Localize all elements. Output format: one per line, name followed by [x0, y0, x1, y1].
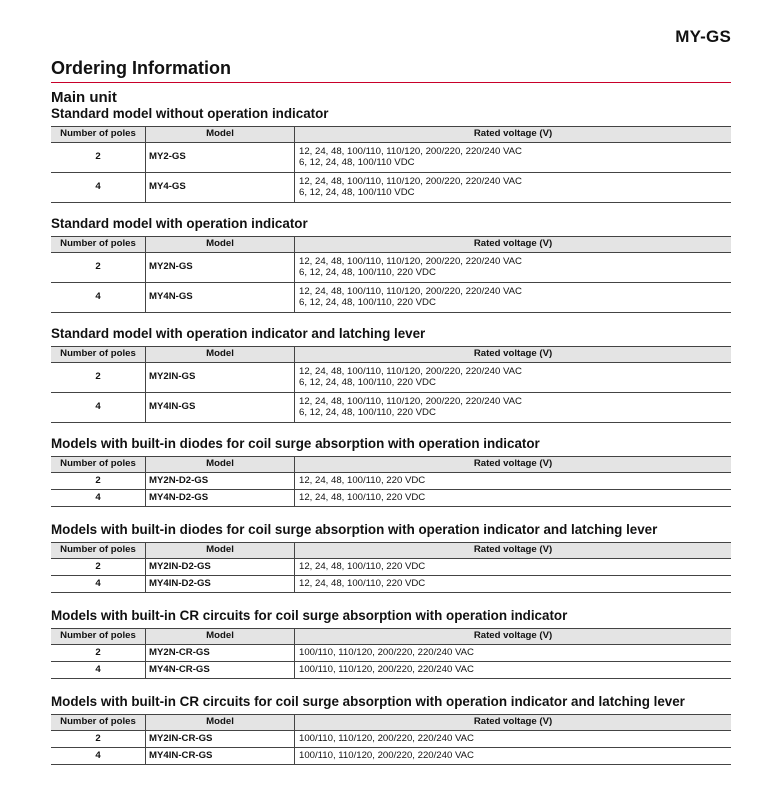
header-rated-voltage: Rated voltage (V): [295, 457, 732, 473]
poles-cell: 4: [51, 173, 146, 203]
title-divider: [51, 82, 731, 83]
voltage-line: 12, 24, 48, 100/110, 220 VDC: [299, 560, 426, 572]
table-row: [51, 490, 731, 507]
voltage-line: 6, 12, 24, 48, 100/110 VDC: [299, 186, 415, 198]
voltage-line: 12, 24, 48, 100/110, 110/120, 200/220, 220/240 VAC: [299, 365, 522, 377]
header-number-of-poles: Number of poles: [51, 629, 146, 645]
model-cell: MY4N-CR-GS: [146, 662, 295, 679]
voltage-line: 12, 24, 48, 100/110, 110/120, 200/220, 220/240 VAC: [299, 145, 522, 157]
header-number-of-poles: Number of poles: [51, 543, 146, 559]
header-number-of-poles: Number of poles: [51, 715, 146, 731]
header-number-of-poles: Number of poles: [51, 237, 146, 253]
ordering-table: [51, 714, 731, 765]
ordering-table: [51, 346, 731, 423]
section-3: [51, 326, 731, 423]
poles-cell: 2: [51, 645, 146, 662]
ordering-table: [51, 542, 731, 593]
rated-voltage-cell: [295, 363, 732, 393]
model-cell: MY2IN-D2-GS: [146, 559, 295, 576]
voltage-line: 12, 24, 48, 100/110, 110/120, 200/220, 220/240 VAC: [299, 255, 522, 267]
voltage-line: 100/110, 110/120, 200/220, 220/240 VAC: [299, 663, 474, 675]
model-cell: MY2IN-CR-GS: [146, 731, 295, 748]
table-header-row: [51, 629, 731, 645]
voltage-line: 100/110, 110/120, 200/220, 220/240 VAC: [299, 732, 474, 744]
poles-cell: 4: [51, 393, 146, 423]
poles-cell: 4: [51, 748, 146, 765]
header-rated-voltage: Rated voltage (V): [295, 127, 732, 143]
section-1: [51, 106, 731, 203]
table-header-row: [51, 715, 731, 731]
header-model: Model: [146, 457, 295, 473]
model-cell: MY4IN-GS: [146, 393, 295, 423]
poles-cell: 2: [51, 559, 146, 576]
voltage-line: 12, 24, 48, 100/110, 110/120, 200/220, 220/240 VAC: [299, 285, 522, 297]
table-row: [51, 473, 731, 490]
header-model: Model: [146, 237, 295, 253]
poles-cell: 2: [51, 731, 146, 748]
voltage-line: 100/110, 110/120, 200/220, 220/240 VAC: [299, 646, 474, 658]
header-number-of-poles: Number of poles: [51, 347, 146, 363]
header-model: Model: [146, 543, 295, 559]
rated-voltage-cell: [295, 748, 732, 765]
rated-voltage-cell: [295, 283, 732, 313]
ordering-table: [51, 126, 731, 203]
poles-cell: 2: [51, 253, 146, 283]
table-row: [51, 253, 731, 283]
section-title: Standard model without operation indicator: [51, 106, 329, 121]
table-row: [51, 363, 731, 393]
voltage-line: 12, 24, 48, 100/110, 110/120, 200/220, 220/240 VAC: [299, 175, 522, 187]
voltage-line: 12, 24, 48, 100/110, 220 VDC: [299, 577, 426, 589]
page-title: Ordering Information: [51, 58, 231, 78]
table-row: [51, 645, 731, 662]
model-cell: MY2N-GS: [146, 253, 295, 283]
header-number-of-poles: Number of poles: [51, 127, 146, 143]
ordering-table: [51, 628, 731, 679]
model-cell: MY4N-D2-GS: [146, 490, 295, 507]
rated-voltage-cell: [295, 393, 732, 423]
header-rated-voltage: Rated voltage (V): [295, 347, 732, 363]
voltage-line: 12, 24, 48, 100/110, 110/120, 200/220, 220/240 VAC: [299, 395, 522, 407]
model-cell: MY4N-GS: [146, 283, 295, 313]
main-unit-heading: Main unit: [51, 89, 117, 106]
header-model: Model: [146, 347, 295, 363]
section-4: [51, 436, 731, 507]
rated-voltage-cell: [295, 143, 732, 173]
poles-cell: 2: [51, 363, 146, 393]
header-model: Model: [146, 715, 295, 731]
section-7: [51, 694, 731, 765]
table-row: [51, 748, 731, 765]
header-model: Model: [146, 629, 295, 645]
poles-cell: 2: [51, 473, 146, 490]
table-row: [51, 662, 731, 679]
header-model: Model: [146, 127, 295, 143]
rated-voltage-cell: [295, 473, 732, 490]
rated-voltage-cell: [295, 662, 732, 679]
poles-cell: 4: [51, 490, 146, 507]
table-row: [51, 143, 731, 173]
section-title: Standard model with operation indicator: [51, 216, 308, 231]
model-cell: MY2IN-GS: [146, 363, 295, 393]
header-rated-voltage: Rated voltage (V): [295, 543, 732, 559]
section-title: Models with built-in CR circuits for coil surge absorption with operation indicator and latching lever: [51, 694, 685, 709]
rated-voltage-cell: [295, 731, 732, 748]
ordering-table: [51, 456, 731, 507]
rated-voltage-cell: [295, 490, 732, 507]
section-5: [51, 522, 731, 593]
model-cell: MY2-GS: [146, 143, 295, 173]
rated-voltage-cell: [295, 253, 732, 283]
model-cell: MY4-GS: [146, 173, 295, 203]
header-rated-voltage: Rated voltage (V): [295, 715, 732, 731]
table-header-row: [51, 543, 731, 559]
model-cell: MY4IN-CR-GS: [146, 748, 295, 765]
section-title: Standard model with operation indicator and latching lever: [51, 326, 426, 341]
voltage-line: 6, 12, 24, 48, 100/110 VDC: [299, 156, 415, 168]
ordering-table: [51, 236, 731, 313]
voltage-line: 100/110, 110/120, 200/220, 220/240 VAC: [299, 749, 474, 761]
model-cell: MY4IN-D2-GS: [146, 576, 295, 593]
table-row: [51, 731, 731, 748]
section-title: Models with built-in CR circuits for coil surge absorption with operation indicator: [51, 608, 568, 623]
voltage-line: 12, 24, 48, 100/110, 220 VDC: [299, 474, 426, 486]
voltage-line: 6, 12, 24, 48, 100/110, 220 VDC: [299, 266, 436, 278]
table-row: [51, 173, 731, 203]
rated-voltage-cell: [295, 173, 732, 203]
model-cell: MY2N-CR-GS: [146, 645, 295, 662]
table-header-row: [51, 237, 731, 253]
voltage-line: 6, 12, 24, 48, 100/110, 220 VDC: [299, 376, 436, 388]
table-header-row: [51, 127, 731, 143]
poles-cell: 4: [51, 662, 146, 679]
rated-voltage-cell: [295, 645, 732, 662]
section-6: [51, 608, 731, 679]
rated-voltage-cell: [295, 559, 732, 576]
section-2: [51, 216, 731, 313]
header-rated-voltage: Rated voltage (V): [295, 237, 732, 253]
table-row: [51, 576, 731, 593]
section-title: Models with built-in diodes for coil surge absorption with operation indicator and latching lever: [51, 522, 658, 537]
poles-cell: 4: [51, 576, 146, 593]
header-rated-voltage: Rated voltage (V): [295, 629, 732, 645]
table-row: [51, 393, 731, 423]
voltage-line: 6, 12, 24, 48, 100/110, 220 VDC: [299, 406, 436, 418]
table-row: [51, 559, 731, 576]
table-header-row: [51, 347, 731, 363]
header-number-of-poles: Number of poles: [51, 457, 146, 473]
document-code: MY-GS: [675, 27, 731, 46]
model-cell: MY2N-D2-GS: [146, 473, 295, 490]
rated-voltage-cell: [295, 576, 732, 593]
section-title: Models with built-in diodes for coil surge absorption with operation indicator: [51, 436, 540, 451]
poles-cell: 4: [51, 283, 146, 313]
voltage-line: 6, 12, 24, 48, 100/110, 220 VDC: [299, 296, 436, 308]
voltage-line: 12, 24, 48, 100/110, 220 VDC: [299, 491, 426, 503]
table-header-row: [51, 457, 731, 473]
table-row: [51, 283, 731, 313]
poles-cell: 2: [51, 143, 146, 173]
